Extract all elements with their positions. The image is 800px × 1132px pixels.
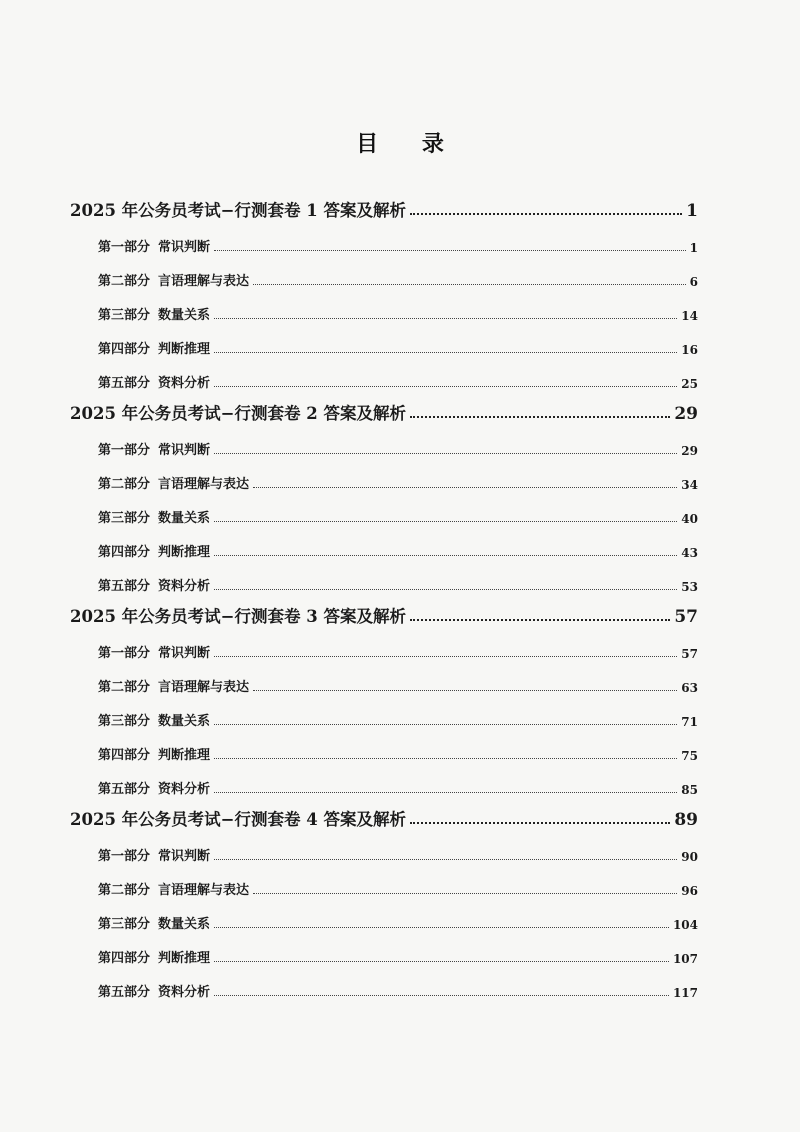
dot-leader: [214, 385, 677, 387]
section-page-number: 1: [686, 201, 698, 221]
part-number: 第三部分: [98, 308, 151, 323]
dot-leader: [410, 821, 670, 824]
page-title: 目 录: [356, 131, 462, 157]
part-number: 第四部分: [98, 951, 151, 966]
part-name: 常识判断: [158, 849, 211, 864]
table-of-contents: [70, 188, 698, 1000]
dot-leader: [214, 655, 677, 657]
part-name: 数量关系: [158, 714, 211, 729]
toc-part-row: [98, 864, 698, 898]
part-page-number: 104: [672, 918, 698, 932]
part-number: 第五部分: [98, 782, 151, 797]
part-name: 资料分析: [158, 985, 211, 1000]
toc-section-row: [70, 188, 698, 221]
dot-leader: [410, 618, 670, 621]
dot-leader: [214, 757, 677, 759]
part-number: 第二部分: [98, 680, 151, 695]
part-name: 判断推理: [158, 951, 211, 966]
dot-leader: [410, 415, 670, 418]
section-page-number: 57: [674, 607, 698, 627]
toc-section-row: [70, 594, 698, 627]
part-name: 常识判断: [158, 646, 211, 661]
toc-part-row: [98, 830, 698, 864]
part-page-number: 6: [689, 275, 698, 289]
toc-part-row: [98, 560, 698, 594]
part-number: 第五部分: [98, 579, 151, 594]
part-page-number: 16: [681, 343, 698, 357]
section-title: 2025 年公务员考试−行测套卷 2 答案及解析: [70, 404, 406, 423]
dot-leader: [410, 212, 682, 215]
part-number: 第五部分: [98, 376, 151, 391]
dot-leader: [253, 689, 677, 691]
dot-leader: [214, 791, 677, 793]
part-number: 第一部分: [98, 240, 151, 255]
part-name: 言语理解与表达: [158, 477, 250, 492]
part-name: 常识判断: [158, 240, 211, 255]
dot-leader: [214, 351, 677, 353]
toc-part-row: [98, 729, 698, 763]
part-page-number: 63: [681, 681, 698, 695]
part-page-number: 117: [672, 986, 698, 1000]
part-name: 常识判断: [158, 443, 211, 458]
toc-part-row: [98, 627, 698, 661]
part-page-number: 90: [681, 850, 698, 864]
toc-part-row: [98, 357, 698, 391]
dot-leader: [214, 858, 677, 860]
part-number: 第三部分: [98, 917, 151, 932]
part-number: 第一部分: [98, 849, 151, 864]
part-page-number: 14: [681, 309, 698, 323]
part-number: 第二部分: [98, 477, 151, 492]
part-page-number: 40: [681, 512, 698, 526]
toc-part-row: [98, 526, 698, 560]
part-number: 第一部分: [98, 443, 151, 458]
dot-leader: [214, 960, 669, 962]
dot-leader: [214, 554, 677, 556]
part-page-number: 57: [681, 647, 698, 661]
part-page-number: 29: [681, 444, 698, 458]
part-number: 第五部分: [98, 985, 151, 1000]
dot-leader: [214, 994, 669, 996]
dot-leader: [214, 588, 677, 590]
section-page-number: 89: [674, 810, 698, 830]
section-title: 2025 年公务员考试−行测套卷 4 答案及解析: [70, 810, 406, 829]
part-name: 判断推理: [158, 545, 211, 560]
toc-part-row: [98, 932, 698, 966]
part-name: 言语理解与表达: [158, 883, 250, 898]
part-name: 资料分析: [158, 579, 211, 594]
dot-leader: [253, 283, 686, 285]
part-name: 数量关系: [158, 308, 211, 323]
section-title: 2025 年公务员考试−行测套卷 1 答案及解析: [70, 201, 406, 220]
part-number: 第二部分: [98, 883, 151, 898]
part-number: 第四部分: [98, 748, 151, 763]
toc-part-row: [98, 221, 698, 255]
part-page-number: 34: [681, 478, 698, 492]
part-page-number: 71: [681, 715, 698, 729]
part-page-number: 107: [672, 952, 698, 966]
part-name: 数量关系: [158, 917, 211, 932]
part-name: 资料分析: [158, 376, 211, 391]
toc-part-row: [98, 289, 698, 323]
section-title: 2025 年公务员考试−行测套卷 3 答案及解析: [70, 607, 406, 626]
part-name: 判断推理: [158, 342, 211, 357]
toc-part-row: [98, 458, 698, 492]
dot-leader: [214, 317, 677, 319]
part-name: 资料分析: [158, 782, 211, 797]
toc-part-row: [98, 661, 698, 695]
part-page-number: 25: [681, 377, 698, 391]
part-number: 第四部分: [98, 545, 151, 560]
part-number: 第三部分: [98, 511, 151, 526]
toc-part-row: [98, 966, 698, 1000]
dot-leader: [214, 520, 677, 522]
dot-leader: [253, 486, 677, 488]
part-name: 判断推理: [158, 748, 211, 763]
part-number: 第三部分: [98, 714, 151, 729]
part-name: 数量关系: [158, 511, 211, 526]
dot-leader: [253, 892, 677, 894]
part-page-number: 75: [681, 749, 698, 763]
toc-part-row: [98, 695, 698, 729]
toc-section-row: [70, 391, 698, 424]
part-number: 第四部分: [98, 342, 151, 357]
dot-leader: [214, 452, 677, 454]
dot-leader: [214, 723, 677, 725]
part-page-number: 85: [681, 783, 698, 797]
dot-leader: [214, 249, 686, 251]
toc-part-row: [98, 424, 698, 458]
part-page-number: 53: [681, 580, 698, 594]
part-name: 言语理解与表达: [158, 680, 250, 695]
part-page-number: 96: [681, 884, 698, 898]
toc-part-row: [98, 763, 698, 797]
toc-section-row: [70, 797, 698, 830]
toc-part-row: [98, 323, 698, 357]
part-page-number: 1: [689, 241, 698, 255]
toc-part-row: [98, 898, 698, 932]
part-page-number: 43: [681, 546, 698, 560]
part-number: 第一部分: [98, 646, 151, 661]
toc-part-row: [98, 255, 698, 289]
section-page-number: 29: [674, 404, 698, 424]
toc-part-row: [98, 492, 698, 526]
part-name: 言语理解与表达: [158, 274, 250, 289]
dot-leader: [214, 926, 669, 928]
part-number: 第二部分: [98, 274, 151, 289]
